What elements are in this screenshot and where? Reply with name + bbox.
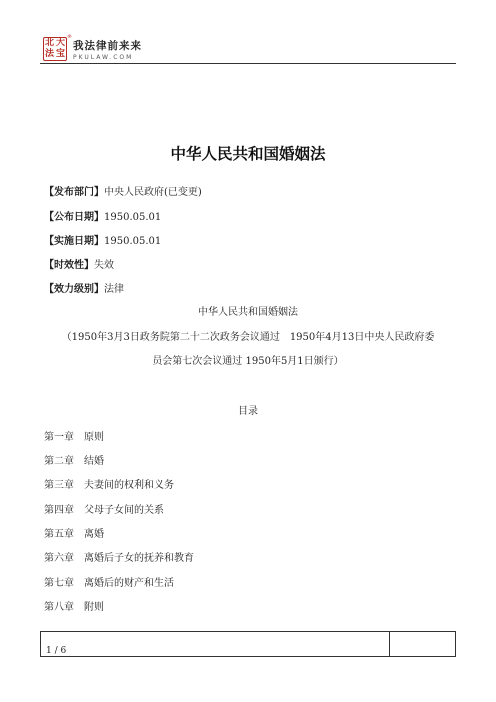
- logo-char: 宝: [55, 49, 65, 59]
- meta-value: 中央人民政府(已变更): [104, 187, 202, 198]
- logo-char: 法: [44, 49, 54, 59]
- toc-heading: 目录: [238, 406, 258, 417]
- meta-label: 【实施日期】: [44, 236, 104, 247]
- footer-table: [40, 631, 456, 657]
- adoption-note-line-2: 员会第七次会议通过 1950年5月1日颁行）: [152, 356, 344, 367]
- meta-value: 1950.05.01: [104, 212, 162, 223]
- meta-publish-date: [44, 208, 161, 223]
- meta-label: 【效力级别】: [44, 284, 104, 295]
- toc-item: 第一章 原则: [44, 432, 104, 443]
- toc-item: 第七章 离婚后的财产和生活: [44, 578, 174, 589]
- registered-mark: ®: [67, 34, 72, 40]
- toc-item: 第三章 夫妻间的权利和义务: [44, 480, 174, 491]
- adoption-note-line-1: （1950年3月3日政务院第二十二次政务会议通过 1950年4月13日中央人民政府委: [61, 332, 435, 343]
- meta-level: [44, 280, 124, 295]
- meta-effective-date: [44, 232, 161, 247]
- meta-value: 1950.05.01: [104, 236, 162, 247]
- toc-item: 第六章 离婚后子女的抚养和教育: [44, 553, 194, 564]
- header-divider: [40, 63, 456, 64]
- pkulaw-logo: [43, 34, 142, 61]
- meta-publisher: [44, 183, 202, 198]
- logo-char: 大: [55, 38, 65, 48]
- meta-value: 失效: [94, 260, 114, 271]
- meta-label: 【公布日期】: [44, 212, 104, 223]
- toc-item: 第八章 附则: [44, 602, 104, 613]
- meta-validity: [44, 256, 114, 271]
- meta-value: 法律: [104, 284, 124, 295]
- toc-item: 第四章 父母子女间的关系: [44, 505, 164, 516]
- page-indicator: 1 / 6: [46, 646, 67, 656]
- toc-item: 第二章 结婚: [44, 456, 104, 467]
- toc-item: 第五章 离婚: [44, 529, 104, 540]
- brand-name-cn: 我法律前来来: [73, 39, 142, 52]
- brand-name-en: PKULAW.COM: [73, 53, 134, 61]
- logo-seal-icon: [43, 37, 67, 61]
- logo-char: 北: [44, 38, 54, 48]
- footer-divider: [389, 632, 390, 656]
- document-title: 中华人民共和国婚姻法: [170, 145, 326, 163]
- meta-label: 【发布部门】: [44, 187, 104, 198]
- meta-label: 【时效性】: [44, 260, 94, 271]
- document-subtitle: 中华人民共和国婚姻法: [198, 307, 298, 318]
